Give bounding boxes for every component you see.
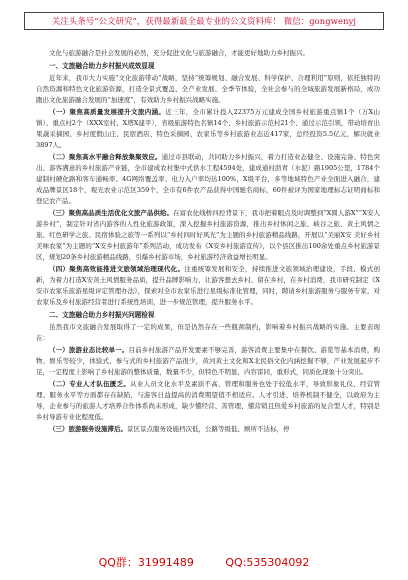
body-paragraph bbox=[36, 73, 380, 106]
body-paragraph bbox=[36, 264, 380, 308]
paragraph-lead: （四）聚焦高效能推进文旅领域治理现代化。 bbox=[49, 265, 185, 273]
footer-qq-group: QQ群：31991489 bbox=[98, 556, 194, 569]
body-paragraph bbox=[36, 424, 380, 435]
paragraph-text: 近年来，我市大力实施“文化旅游带动”战略，坚持“统筹规划、融合发展、科学保护、合理利用”原则，依托独特的自然资源和特色文化旅游资源，打造全景式覆盖、全产业发展、全季节体验，全社会参与的全域旅游发展新格局，成功跑出文化旅游融合发展的“加速度”，有效助力乡村振兴战略实施。 bbox=[36, 74, 380, 104]
paragraph-lead: （二）专业人才队伍匮乏。 bbox=[49, 380, 131, 388]
section-heading: 二、文旅融合助力乡村振兴问题检视 bbox=[49, 311, 155, 319]
paragraph-lead: （二）聚焦高水平融合释放集聚效应。 bbox=[49, 153, 162, 161]
paragraph-text: 虽然我市文旅融合发展取得了一定的成果，但是仍然存在一些瓶颈制约，影响着乡村振兴战略的实施。主要表现在： bbox=[36, 323, 380, 342]
body-paragraph bbox=[36, 322, 380, 344]
paragraph-text: 近三年，全市累计投入22375万元建成全国乡村旅游重点镇1个（万X山镇）、重点村2个（XXX室村、X塔X建平），省级旅游特色名镇14个、乡村旅游示范村21个、通过示范引领，带动培育出果蔬采摘园、乡村度假山庄、民宿酒店、特色采摘园、农家乐等乡村旅游业态近417家，总经投资5.5亿元，解决就业3897人。 bbox=[36, 108, 380, 149]
body-paragraph bbox=[36, 107, 380, 151]
paragraph-text: 景区景点服务设施档次低，公路等级低、厕所不达标，停 bbox=[127, 425, 290, 433]
footer-qq-contact: QQ:535304092 bbox=[225, 556, 310, 569]
paragraph-lead: （三）旅游服务设施滞后。 bbox=[49, 425, 127, 433]
paragraph-text: 注重统筹发展和安全，持续推进文旅领域治理建设，手段、模式创新，为着力打造X安黄土风情服务品质，提升品牌影响力，让游客想去乡村、留在乡村，在乡村消费，我市研究制定《X安市农家乐旅游星级评定管理办法》，探索对全市农家乐进行星级标准化管理，同时，聘请乡村旅游服务与服务专家，对农家乐及乡村旅游经营者进行系统性培训，进一步规范管理，提升服务水平。 bbox=[36, 265, 381, 306]
section-heading: 一、文旅融合助力乡村振兴成效显现 bbox=[49, 62, 155, 70]
footer bbox=[0, 554, 408, 570]
paragraph-text: 通过市县联动，共同助力乡村振兴，着力打造业态健全、设施完备、特色突出、游客满意的乡村旅游产业链，全市建成农村集中式供水工程4594处，建成通村沥青（水泥）路1905公里，1784个建制村硬化路和客车通畅率、4G网络覆盖率、电力入户率均达100%，X级平台，多等地域特色产业全面进入融合，建成品牌景区18个，观光农业示范区359个，全市有6件农产品获得中国驰名商标，60件被评为国家地理标志证明商标和登记农产品。 bbox=[36, 153, 381, 205]
paragraph-text: 目前乡村旅游产品开发要素不够完善，游客消费主要集中在餐饮、游览等基本消费，购物、娱乐等较少，体验式、参与式的乡村旅游产品很少，黄河黄土文化和X北民俗文化内涵挖掘不够，产业发展起步不足，一定程度上影响了乡村旅游的整体质量，数量不少，但特色不明显，内容雷同，重形式，同质化现象十分突出。 bbox=[36, 346, 381, 376]
paragraph-lead: （一）旅游业态比较单一。 bbox=[49, 346, 129, 354]
body-paragraph bbox=[36, 208, 380, 263]
paragraph-text: 在富农化线桥四控背景下，我市把着眼点及时调整到“X圆人游X”“X安人游乡村”，制定针对省内游客的人性化旅游政策，深入挖掘乡村旅游资源，推出乡村体闲之旅、峡谷之旅、黄土风情之旅、红色研学之旅、民宿体验之旅等一系列以“乡村四时好风光”为主题的乡村旅游精品线路，开展以“美丽X安 美好乡村 美味农家”为主题的“X安乡村旅游年”系列活动，成功发布《X安乡村旅游宣传》，以个县区推出100余处重点乡村旅游景区，规划20条乡村旅游精品线路，引爆乡村游市场，乡村旅游经济效益增长明显。 bbox=[36, 209, 380, 261]
body-paragraph bbox=[36, 48, 380, 59]
header-banner: 关注头条号“公文研究”，获得最新最全最专业的公文资料库！ 微信：gongwenyj bbox=[24, 12, 384, 30]
paragraph-lead: （一）聚焦高质量发展提升文旅内涵。 bbox=[49, 108, 166, 116]
document-body bbox=[36, 48, 380, 436]
body-paragraph bbox=[36, 152, 380, 207]
paragraph-text: 从业人员文化水平及素质不高、管理和服务也处于较低水平，导致形象礼仪、经营管理、服务水平等方面都存在缺陷，与游客日益提高的消费期望值不相适应。人才引进、培养机制不健全，以政府为主导，企业参与的旅游人才培养合作体系尚未形成，缺少懂经营、善管理、懂营销且热爱乡村旅游的复合型人才，特别是乡村导游专业化程度低。 bbox=[36, 380, 381, 421]
paragraph-lead: （三）聚焦高品质生活优化文旅产品供给。 bbox=[49, 209, 174, 217]
body-paragraph bbox=[36, 345, 380, 378]
paragraph-text: 文化与旅游融合是社会发展的必然，充分促进文化与旅游融合，才能更好地助力乡村振兴。 bbox=[49, 49, 309, 57]
body-paragraph bbox=[36, 379, 380, 423]
